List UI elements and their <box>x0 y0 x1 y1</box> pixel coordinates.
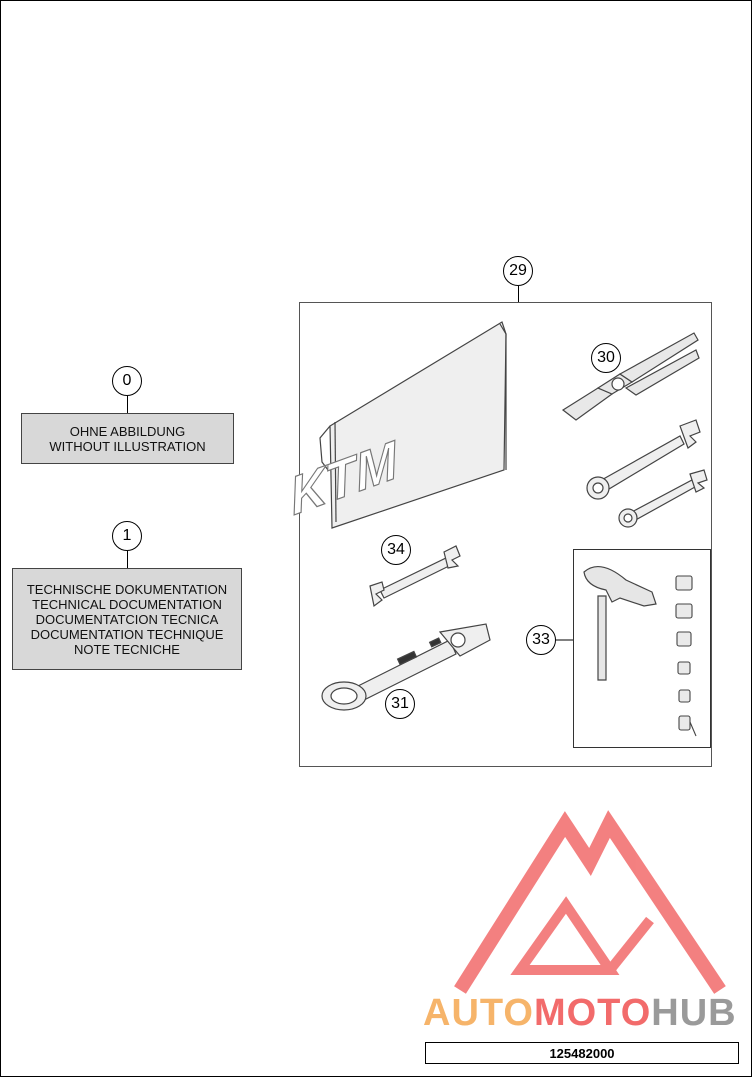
callout-29-label: 29 <box>509 262 527 279</box>
pliers-illustration <box>563 333 699 420</box>
socket-bits-illustration <box>676 576 696 736</box>
callout-33-label: 33 <box>532 631 550 648</box>
watermark-part2: MOTO <box>533 992 652 1034</box>
callout-33 <box>526 625 556 655</box>
box0-line1: OHNE ABBILDUNG <box>69 423 186 439</box>
box0-line2: WITHOUT ILLUSTRATION <box>49 438 206 454</box>
callout-1-label: 1 <box>122 527 132 544</box>
box1-line2: TECHNICAL DOCUMENTATION <box>32 596 222 612</box>
box1-line1: TECHNISCHE DOKUMENTATION <box>26 581 228 597</box>
callout-30 <box>591 343 621 373</box>
box1-line5: NOTE TECNICHE <box>74 641 180 657</box>
watermark-part3: HUB <box>651 992 737 1034</box>
box1-line3: DOCUMENTATCION TECNICA <box>35 611 219 627</box>
callout-34 <box>381 535 411 565</box>
pouch-logo: KTM <box>286 429 401 528</box>
combination-wrench-small-illustration <box>619 470 707 527</box>
watermark-part1: AUTO <box>423 992 534 1034</box>
callout-0-label: 0 <box>122 372 132 389</box>
watermark-logo <box>460 824 720 990</box>
t-handle-illustration <box>584 567 656 680</box>
box1-line4: DOCUMENTATION TECHNIQUE <box>30 626 224 642</box>
watermark-text <box>423 993 737 1033</box>
callout-30-label: 30 <box>597 349 615 366</box>
callout-31-label: 31 <box>391 695 409 712</box>
part-number: 125482000 <box>549 1045 615 1061</box>
callout-31 <box>385 689 415 719</box>
callout-34-label: 34 <box>387 541 405 558</box>
part-number-box <box>425 1042 739 1064</box>
